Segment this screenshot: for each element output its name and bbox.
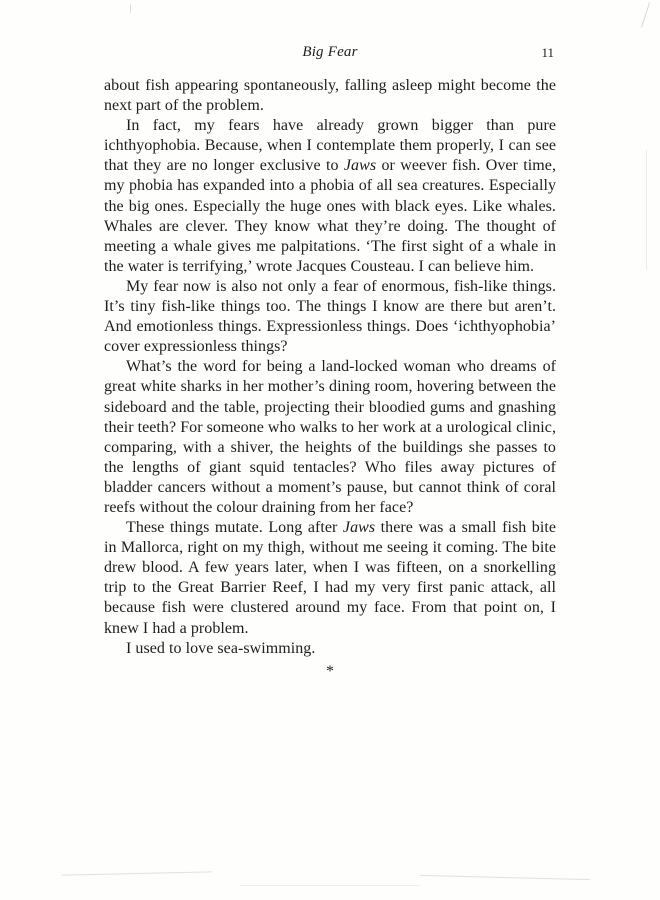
scan-artifact-top-tick — [130, 4, 131, 13]
paragraph — [104, 518, 556, 639]
scan-artifact-top-right — [641, 2, 650, 27]
text-segment: What’s the word for being a land-locked woman who dreams of great white sharks in her mother’s dining room, hovering between the sideboard and the table, projecting their bloodied gums and gnashing their teeth? For someone who walks to her work at a urological clinic, comparing, with a shiver, the heights of the buildings she passes to the lengths of giant squid tentacles? Who files away pictures of bladder cancers without a moment’s pause, but cannot think of coral reefs without the colour draining from her face? — [104, 358, 556, 516]
running-title: Big Fear — [302, 44, 358, 60]
paragraph — [104, 277, 556, 357]
text-segment: My fear now is also not only a fear of enormous, fish-like things. It’s tiny fish-like things too. The things I know are there but aren’t. And emotionless things. Expressionless things. Does ‘ichthyophobia’ cover expressionless things? — [104, 277, 556, 356]
italic-text: Jaws — [343, 157, 377, 175]
text-segment: about fish appearing spontaneously, falling asleep might become the next part of the problem. — [104, 77, 556, 115]
text-segment: or weever fish. Over time, my phobia has expanded into a phobia of all sea creatures. Especially the big ones. Especially the huge ones with black eyes. Like whales. Whales are clever. They know what they’re doing. The thought of meeting a whale gives me palpitations. ‘The first sight of a whale in the water is terrifying,’ wrote Jacques Cousteau. I can believe him. — [104, 157, 556, 275]
paragraph — [104, 116, 556, 277]
scan-artifact-bottom-right — [420, 875, 590, 880]
section-break-asterisk: * — [326, 662, 334, 680]
text-segment: These things mutate. Long after — [126, 519, 343, 537]
text-segment: In fact, my fears have already grown bigger than pure ichthyophobia. Because, when I contemplate them properly, I can see that they are no longer exclusive to — [104, 117, 556, 175]
italic-text: Jaws — [342, 519, 376, 537]
paragraph — [104, 76, 556, 116]
body-text — [104, 76, 556, 659]
paragraph — [104, 357, 556, 518]
paragraph — [104, 639, 556, 659]
scan-artifact-bottom-left — [62, 871, 212, 875]
scan-artifact-bottom-center — [240, 885, 420, 886]
scan-artifact-right-edge — [646, 150, 647, 270]
page-content — [104, 44, 556, 681]
running-header — [104, 44, 556, 66]
text-segment: I used to love sea-swimming. — [126, 639, 316, 657]
page-number: 11 — [541, 45, 554, 60]
text-segment: there was a small fish bite in Mallorca, right on my thigh, without me seeing it coming. The bite drew blood. A few years later, when I was fifteen, on a snorkelling trip to the Great Barrier Reef, I had my very first panic attack, all because fish were clustered around my face. From that point on, I knew I had a problem. — [104, 519, 556, 637]
